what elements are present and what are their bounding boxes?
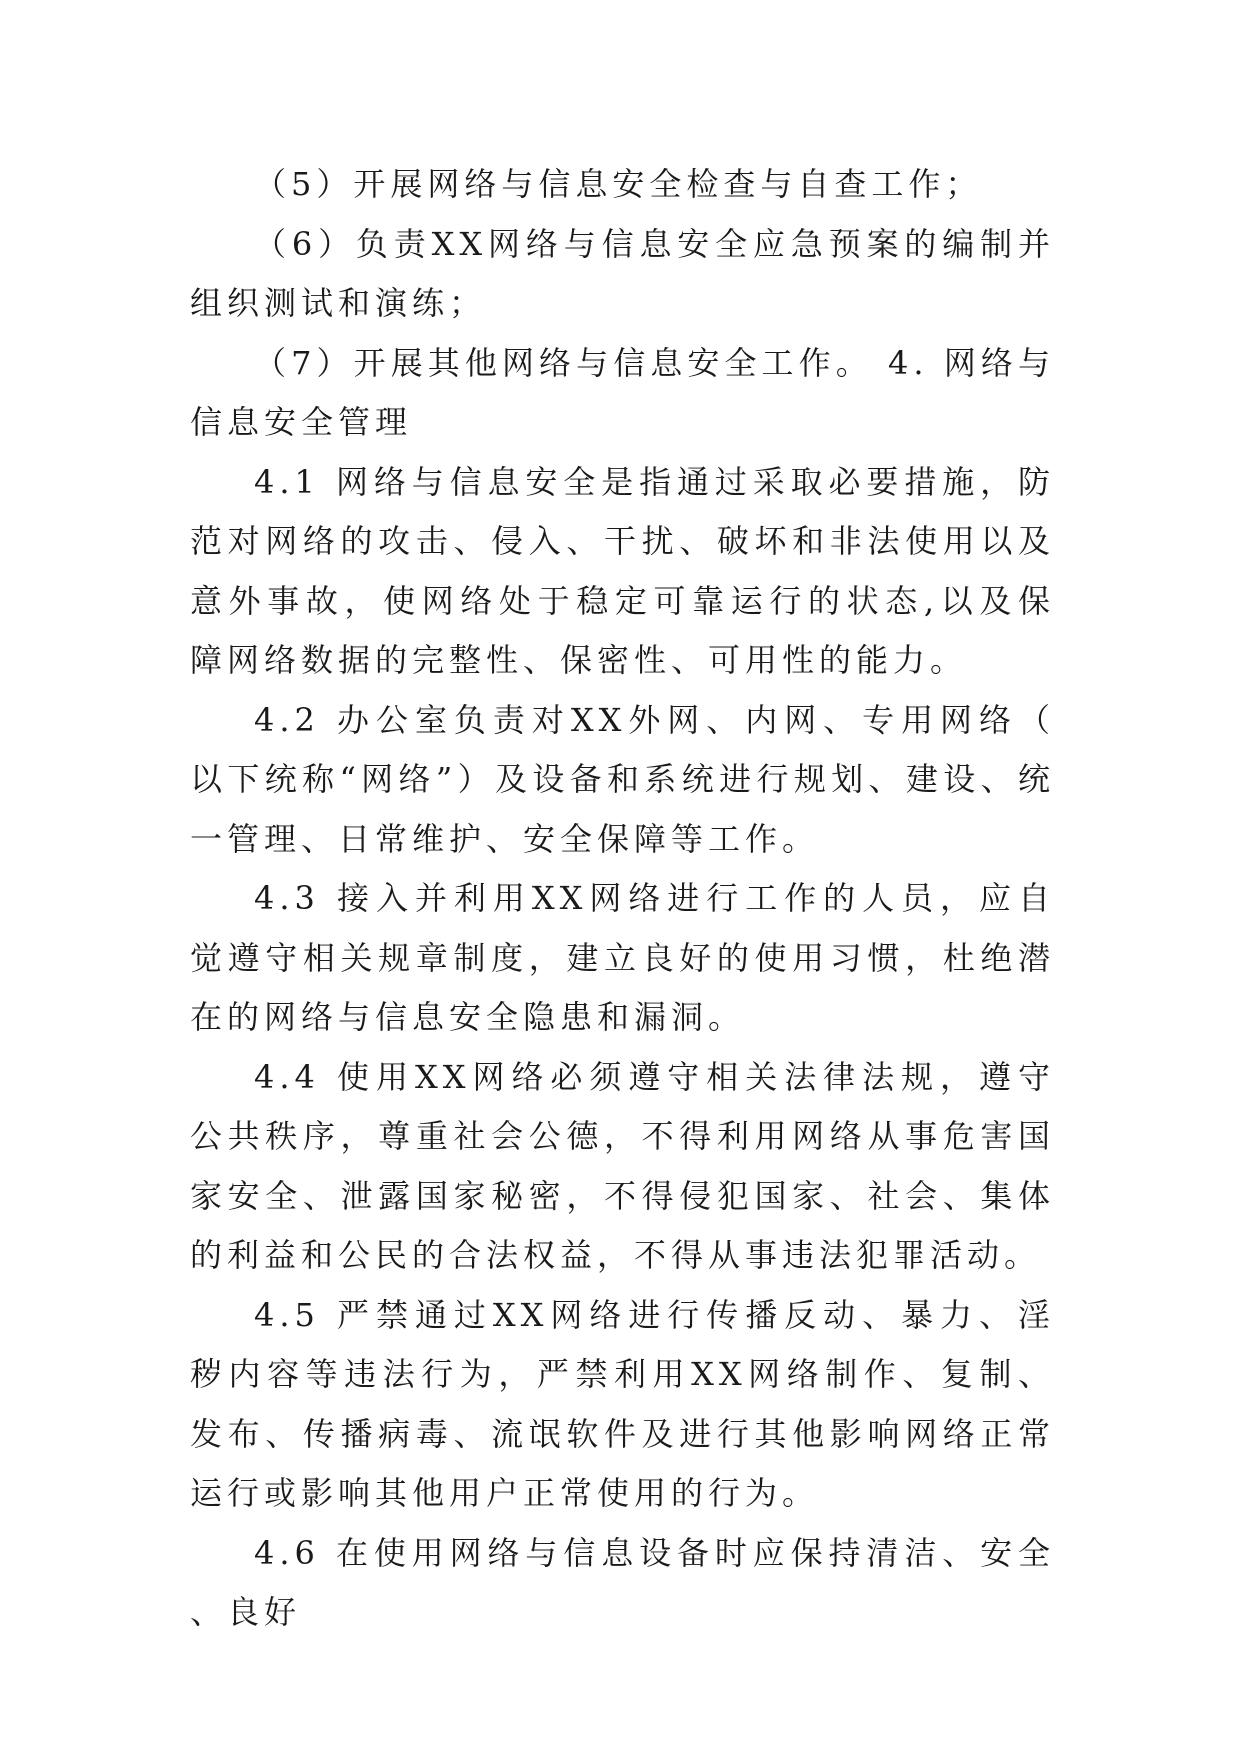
paragraph-4-6: 4.6 在使用网络与信息设备时应保持清洁、安全、良好 [190,1533,1055,1631]
paragraph-4-3: 4.3 接入并利用XX网络进行工作的人员，应自觉遵守相关规章制度，建立良好的使用习惯，杜绝潜在的网络与信息安全隐患和漏洞。 [190,879,1055,1036]
paragraph-4-2: 4.2 办公室负责对XX外网、内网、专用网络（以下统称“网络”）及设备和系统进行规划、建设、统一管理、日常维护、安全保障等工作。 [190,700,1055,858]
document-body [190,155,1055,1643]
paragraph-item-7-and-section-4-heading: （7）开展其他网络与信息安全工作。 4. 网络与信息安全管理 [190,343,1055,441]
paragraph-4-4: 4.4 使用XX网络必须遵守相关法律法规，遵守公共秩序，尊重社会公德，不得利用网络从事危害国家安全、泄露国家秘密，不得侵犯国家、社会、集体的利益和公民的合法权益，不得从事违法犯罪活动。 [190,1057,1055,1274]
paragraph-4-1: 4.1 网络与信息安全是指通过采取必要措施，防范对网络的攻击、侵入、干扰、破坏和非法使用以及意外事故，使网络处于稳定可靠运行的状态,以及保障网络数据的完整性、保密性、可用性的能力。 [190,462,1055,679]
paragraph-4-5: 4.5 严禁通过XX网络进行传播反动、暴力、淫秽内容等违法行为，严禁利用XX网络制作、复制、发布、传播病毒、流氓软件及进行其他影响网络正常运行或影响其他用户正常使用的行为。 [190,1295,1055,1512]
paragraph-item-6: （6）负责XX网络与信息安全应急预案的编制并组织测试和演练； [190,224,1055,322]
paragraph-item-5: （5）开展网络与信息安全检查与自查工作； [254,165,983,203]
